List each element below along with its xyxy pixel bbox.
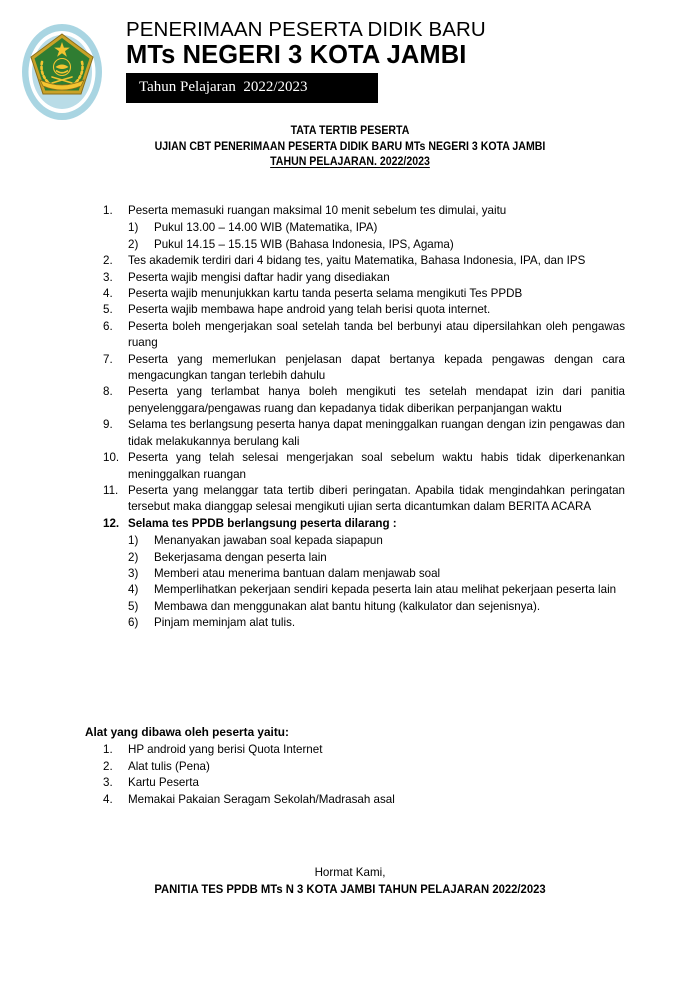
- rule-row: [85, 352, 625, 385]
- equipment-item-number: 1.: [103, 743, 113, 757]
- rule-item: [0, 253, 700, 269]
- rule-row: [85, 516, 625, 532]
- rule-subitem-text: Memperlihatkan pekerjaan sendiri kepada peserta lain atau melihat pekerjaan peserta lain: [154, 583, 617, 597]
- rule-text: Peserta memasuki ruangan maksimal 10 menit sebelum tes dimulai, yaitu: [128, 204, 507, 217]
- rule-row: [85, 286, 625, 302]
- rule-item: [0, 203, 700, 253]
- header-title-group: [126, 18, 686, 103]
- rule-item: [0, 302, 700, 318]
- rule-row: [85, 253, 625, 269]
- equipment-item-number: 3.: [103, 776, 113, 790]
- equipment-item-text: Memakai Pakaian Seragam Sekolah/Madrasah asal: [128, 792, 395, 806]
- rule-item: [0, 516, 700, 632]
- rule-row: [85, 384, 625, 417]
- rule-number: 11.: [103, 483, 119, 497]
- document-header: [0, 0, 700, 122]
- rules-section: [0, 203, 700, 632]
- rule-subitem-number: 1): [128, 534, 139, 548]
- rule-number: 2.: [103, 254, 113, 268]
- rule-item: [0, 450, 700, 483]
- rule-item: [0, 352, 700, 385]
- equipment-item: [85, 775, 700, 791]
- rule-subitem-text: Bekerjasama dengan peserta lain: [154, 550, 327, 564]
- equipment-item-text: Kartu Peserta: [128, 776, 199, 790]
- rule-subitem-number: 5): [128, 599, 139, 613]
- rule-subitem: [128, 582, 625, 598]
- document-title-line-3: TAHUN PELAJARAN. 2022/2023: [270, 156, 430, 168]
- rule-text: Peserta wajib membawa hape android yang telah berisi quota internet.: [128, 303, 491, 317]
- rule-subitem-text: Menanyakan jawaban soal kepada siapapun: [154, 534, 383, 548]
- equipment-heading: Alat yang dibawa oleh peserta yaitu:: [85, 725, 289, 739]
- rule-row: [85, 302, 625, 318]
- rule-row: [85, 450, 625, 483]
- rule-item: [0, 384, 700, 417]
- rule-subitem-number: 4): [128, 583, 139, 597]
- kemenag-logo: [20, 22, 104, 122]
- equipment-item-text: Alat tulis (Pena): [128, 759, 210, 773]
- rule-text: Peserta wajib menunjukkan kartu tanda peserta selama mengikuti Tes PPDB: [128, 287, 523, 301]
- equipment-item-number: 2.: [103, 759, 113, 773]
- equipment-item: [85, 792, 700, 808]
- equipment-item-number: 4.: [103, 792, 113, 806]
- equipment-list: [0, 742, 700, 808]
- rule-sublist-wrapper: [85, 533, 625, 631]
- rule-number: 9.: [103, 418, 113, 432]
- rule-subitem-number: 2): [128, 237, 139, 251]
- rule-subitem: [128, 220, 625, 236]
- rule-row: [85, 483, 625, 516]
- rule-number: 7.: [103, 352, 113, 366]
- rule-subitem-text: Memberi atau menerima bantuan dalam menjawab soal: [154, 566, 441, 580]
- rule-subitem: [128, 566, 625, 582]
- rule-subitem-number: 6): [128, 616, 139, 630]
- equipment-item-text: HP android yang berisi Quota Internet: [128, 743, 323, 757]
- signature-committee: PANITIA TES PPDB MTs N 3 KOTA JAMBI TAHUN PELAJARAN 2022/2023: [154, 882, 546, 896]
- rule-subitem: [128, 550, 625, 566]
- rule-subitem: [128, 599, 625, 615]
- rule-item: [0, 483, 700, 516]
- rule-number: 12.: [103, 516, 120, 530]
- rule-text: Peserta wajib mengisi daftar hadir yang disediakan: [128, 270, 390, 284]
- rule-row: [85, 270, 625, 286]
- rule-text: Selama tes berlangsung peserta hanya dapat meninggalkan ruangan dengan izin pengawas dan tidak melakukannya berulang kali: [128, 418, 625, 448]
- rule-subitem: [128, 533, 625, 549]
- rule-sublist: [128, 533, 625, 631]
- rule-text: Peserta boleh mengerjakan soal setelah tanda bel berbunyi atau dipersilahkan oleh pengawas ruang: [128, 319, 625, 350]
- rule-subitem-number: 2): [128, 550, 139, 564]
- equipment-item: [85, 742, 700, 758]
- rule-subitem-text: Membawa dan menggunakan alat bantu hitung (kalkulator dan sejenisnya).: [154, 599, 541, 613]
- rule-number: 8.: [103, 385, 113, 399]
- rule-row: [85, 417, 625, 450]
- rule-text: Peserta yang melanggar tata tertib diberi peringatan. Apabila tidak mengindahkan peringatan tersebut maka dianggap selesai mengikuti ujian serta dicantumkan dalam BERITA ACARA: [128, 483, 625, 514]
- rule-text: Peserta yang telah selesai mengerjakan soal sebelum waktu habis tidak diperkenankan meninggalkan ruangan: [128, 451, 625, 481]
- rule-text: Peserta yang memerlukan penjelasan dapat bertanya kepada pengawas dengan cara mengacungkan tangan terlebih dahulu: [128, 352, 625, 383]
- signature-salutation: Hormat Kami,: [314, 866, 386, 879]
- program-title: PENERIMAAN PESERTA DIDIK BARU: [126, 18, 486, 41]
- rule-subitem-number: 3): [128, 566, 139, 580]
- rule-row: [85, 319, 625, 352]
- rule-number: 3.: [103, 270, 113, 284]
- rule-number: 10.: [103, 451, 120, 465]
- signature-block: [0, 864, 700, 898]
- rule-number: 1.: [103, 204, 113, 217]
- rule-subitem-number: 1): [128, 221, 139, 235]
- rules-list: [0, 203, 700, 632]
- rule-number: 4.: [103, 287, 113, 301]
- rule-text: Selama tes PPDB berlangsung peserta dilarang :: [128, 516, 397, 530]
- rule-number: 6.: [103, 319, 113, 333]
- rule-subitem: [128, 237, 625, 253]
- rule-subitem-text: Pukul 13.00 – 14.00 WIB (Matematika, IPA): [154, 221, 378, 235]
- rule-subitem: [128, 615, 625, 631]
- document-title-line-2: UJIAN CBT PENERIMAAN PESERTA DIDIK BARU MTs NEGERI 3 KOTA JAMBI: [154, 140, 546, 153]
- rule-sublist-wrapper: [85, 220, 625, 253]
- equipment-section: [0, 724, 700, 808]
- rule-number: 5.: [103, 303, 113, 317]
- school-name: MTs NEGERI 3 KOTA JAMBI: [126, 41, 467, 69]
- document-title-line-1: TATA TERTIB PESERTA: [290, 125, 410, 137]
- rule-subitem-text: Pukul 14.15 – 15.15 WIB (Bahasa Indonesia, IPS, Agama): [154, 237, 454, 251]
- rule-text: Tes akademik terdiri dari 4 bidang tes, yaitu Matematika, Bahasa Indonesia, IPA, dan IPS: [128, 254, 586, 268]
- rule-item: [0, 286, 700, 302]
- academic-year-badge: Tahun Pelajaran 2022/2023: [126, 73, 378, 103]
- rule-item: [0, 319, 700, 352]
- rule-sublist: [128, 220, 625, 253]
- rule-subitem-text: Pinjam meminjam alat tulis.: [154, 616, 296, 630]
- rule-row: [85, 203, 625, 219]
- rule-item: [0, 417, 700, 450]
- rule-item: [0, 270, 700, 286]
- rule-text: Peserta yang terlambat hanya boleh mengikuti tes setelah mendapat izin dari panitia penyelenggara/pengawas ruang dan kepadanya tidak diberikan perpanjangan waktu: [128, 385, 625, 415]
- document-title-block: [0, 124, 700, 171]
- equipment-item: [85, 759, 700, 775]
